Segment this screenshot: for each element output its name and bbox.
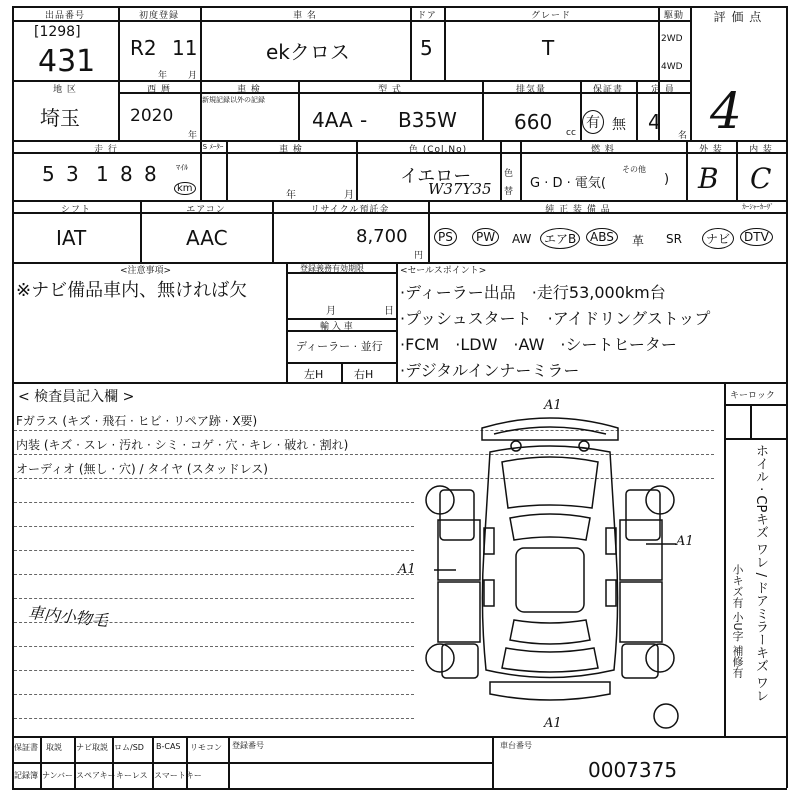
color-code: W37Y35 <box>428 180 492 198</box>
certificate-yes: 有 <box>582 110 604 134</box>
capacity-label: 定 員 <box>651 85 675 95</box>
doors: 5 <box>420 36 433 60</box>
wheel-rear-left <box>426 644 454 672</box>
footer-label: 記録簿 <box>14 771 38 780</box>
history-month-unit: 月 <box>344 190 354 201</box>
cc-unit: cc <box>566 128 576 138</box>
frame-number: 0007375 <box>588 758 678 782</box>
interior-label: 内 装 <box>749 145 773 155</box>
exterior-grade: B <box>698 162 719 195</box>
air-conditioner: AAC <box>186 226 228 250</box>
history-label: 車 検 <box>279 145 303 155</box>
ac-label: エアコン <box>186 205 226 215</box>
registration-month: 月 <box>326 306 336 317</box>
year-unit-2: 年 <box>188 131 198 141</box>
interior-grade: C <box>750 162 772 195</box>
right-rear-door <box>620 582 662 642</box>
model-a: 4AA <box>312 108 353 132</box>
windshield <box>510 514 590 540</box>
car-name: ekクロス <box>266 40 350 64</box>
handwritten-note: 車内小物毛 <box>27 602 109 631</box>
footer-label: ナンバー <box>42 771 74 780</box>
equipment-item: PW <box>472 228 499 246</box>
notes-label: <注意事項> <box>120 266 172 276</box>
reg-label: 初度登録 <box>138 11 179 21</box>
reg-era: R2 <box>130 36 157 60</box>
front-bumper <box>482 418 618 440</box>
equipment-item: エアB <box>540 228 580 249</box>
first-year: 2020 <box>130 106 174 126</box>
footer-label: ナビ取説 <box>76 743 108 752</box>
footer-label: スペアキー <box>76 771 116 780</box>
roof <box>516 548 584 612</box>
damage-mark-rear: A1 <box>544 716 562 731</box>
mileage-digit: 3 <box>66 162 79 186</box>
lot-number: 431 <box>38 44 96 79</box>
right-rear-quarter <box>622 644 658 678</box>
drive-2wd: 2WD <box>661 34 683 44</box>
mileage-digit: 8 <box>120 162 133 186</box>
mileage-unit-km: km <box>174 176 196 195</box>
displacement-label: 排気量 <box>515 85 546 95</box>
sales-point: ·デジタルインナーミラー <box>400 361 580 380</box>
steer-left: 左H <box>304 368 324 381</box>
hood <box>502 457 598 508</box>
notes-text: ※ナビ備品車内、無ければ欠 <box>16 280 248 301</box>
mileage-digit: 5 <box>42 162 55 186</box>
footer-label: 取説 <box>46 743 62 752</box>
footer-label: B-CAS <box>156 742 181 751</box>
certificate-label: 保証書 <box>592 85 623 95</box>
shift-label: シフト <box>60 205 91 215</box>
shift: IAT <box>56 226 87 250</box>
equipment-list <box>430 226 786 256</box>
smeter-label: S ﾒｰﾀｰ <box>202 143 224 151</box>
footer-label: キーレス <box>116 771 148 780</box>
damage-mark-front: A1 <box>544 398 562 413</box>
door-label: ドア <box>417 11 437 21</box>
spare-wheel <box>654 704 678 728</box>
footer-label: ロム/SD <box>114 743 144 752</box>
certificate-no: 無 <box>612 117 626 133</box>
inspector-line: オーディオ (無し · 穴) / タイヤ (スタッドレス) <box>16 462 268 476</box>
equipment-item: DTV <box>740 228 773 246</box>
lot-small: [1298] <box>34 24 81 40</box>
left-front-fender <box>440 490 474 540</box>
sales-label: <セールスポイント> <box>400 266 487 276</box>
footer-label: スマートキー <box>154 771 202 780</box>
trunk <box>502 648 598 672</box>
sales-point: ·ディーラー出品 ·走行53,000km台 <box>400 283 666 302</box>
sales-point: ·FCM ·LDW ·AW ·シートヒーター <box>400 335 677 354</box>
footer-label: 登録番号 <box>232 741 264 750</box>
model-label: 型 式 <box>378 85 402 95</box>
fuel-options: G · D · 電気( <box>530 176 606 191</box>
damage-mark-left: A1 <box>398 562 416 577</box>
capacity-unit: 名 <box>678 131 688 141</box>
side-legend: ホイル · CPキズ ワレ / ドアミラーキズ ワレ <box>753 444 768 703</box>
fuel-close: ) <box>664 172 670 187</box>
displacement: 660 <box>514 110 553 134</box>
mileage-label: 走 行 <box>94 145 118 155</box>
mileage-digit: 8 <box>144 162 157 186</box>
yen-unit: 円 <box>414 251 424 261</box>
wheel-rear-right <box>646 644 674 672</box>
car-diagram <box>420 400 680 730</box>
frame-number-label: 車台番号 <box>500 741 532 750</box>
eval-label: 評 価 点 <box>713 10 763 24</box>
recycle-label: リサイクル預託金 <box>310 205 390 215</box>
equipment-item: AW <box>512 232 532 246</box>
equipment-item: PS <box>434 228 457 246</box>
equipment-item: SR <box>666 232 682 246</box>
district: 埼玉 <box>40 106 80 130</box>
fuel <box>530 172 606 191</box>
year-label: 西 暦 <box>147 85 171 95</box>
inspector-line: Fガラス (キズ · 飛石 · ヒビ · リペア跡 · X要) <box>16 414 258 428</box>
color-label: 色 (Col.No) <box>408 145 468 155</box>
model-b: B35W <box>398 108 457 132</box>
model-dash: - <box>360 108 368 132</box>
rear-glass <box>510 620 590 644</box>
steer-right: 右H <box>354 368 374 381</box>
fuel-other-label: その他 <box>622 165 646 174</box>
drive-4wd: 4WD <box>661 62 683 72</box>
color-change-a: 色 <box>504 169 514 179</box>
drive-label: 駆動 <box>663 11 684 21</box>
equipment-item: ナビ <box>702 228 734 249</box>
equipment-label: 純 正 装 備 品 <box>545 205 611 215</box>
side-legend-sub: 小キズ有 小U字 補修有 <box>731 564 744 679</box>
car-body <box>482 446 617 678</box>
footer-label: リモコン <box>190 743 222 752</box>
carnavi-label: ｶｰｼｬｰｶｰｻﾞ <box>742 203 774 211</box>
footer-label: 保証書 <box>14 743 38 752</box>
exterior-label: 外 装 <box>699 145 723 155</box>
district-label: 地 区 <box>53 85 77 95</box>
rear-bumper <box>490 682 610 700</box>
registration-day: 日 <box>384 306 394 317</box>
import-label: 輸 入 車 <box>320 322 353 332</box>
color: イエロー <box>400 166 472 187</box>
grade-label: グレード <box>530 11 571 21</box>
inspector-line: 内装 (キズ · スレ · 汚れ · シミ · コゲ · 穴 · キレ · 破れ · 割れ) <box>16 438 349 452</box>
equipment-item: ABS <box>586 228 618 246</box>
grade: T <box>542 36 555 60</box>
history-year-unit: 年 <box>286 190 296 201</box>
damage-mark-right: A1 <box>676 534 694 549</box>
right-front-fender <box>626 490 660 540</box>
mileage-digit: 1 <box>96 162 109 186</box>
keylock-label: キーロック <box>730 391 775 401</box>
year-unit: 年 <box>158 71 168 81</box>
inspector-label: < 検査員記入欄 > <box>18 389 135 405</box>
evaluation-score: 4 <box>710 82 742 140</box>
mileage-unit-mile: ﾏｲﾙ <box>176 163 188 172</box>
registration-label: 登録義務有効期限 <box>300 264 364 273</box>
import-value: ディーラー · 並行 <box>296 340 383 353</box>
equipment-item: 革 <box>632 234 645 248</box>
inspection-sub: 新規記録以外の記録 <box>202 96 265 104</box>
inspection-label: 車 検 <box>237 85 261 95</box>
sales-point: ·プッシュスタート ·アイドリングストップ <box>400 309 711 328</box>
left-rear-door <box>438 582 480 642</box>
capacity: 4 <box>648 110 661 134</box>
fuel-label: 燃 料 <box>591 145 615 155</box>
color-change-b: 替 <box>504 187 514 197</box>
month-unit: 月 <box>188 71 198 81</box>
reg-month: 11 <box>172 36 198 60</box>
left-rear-quarter <box>442 644 478 678</box>
lot-label: 出品番号 <box>44 11 85 21</box>
mileage-digits <box>16 162 176 192</box>
car-name-label: 車 名 <box>293 11 317 21</box>
recycle-fee: 8,700 <box>356 226 408 247</box>
